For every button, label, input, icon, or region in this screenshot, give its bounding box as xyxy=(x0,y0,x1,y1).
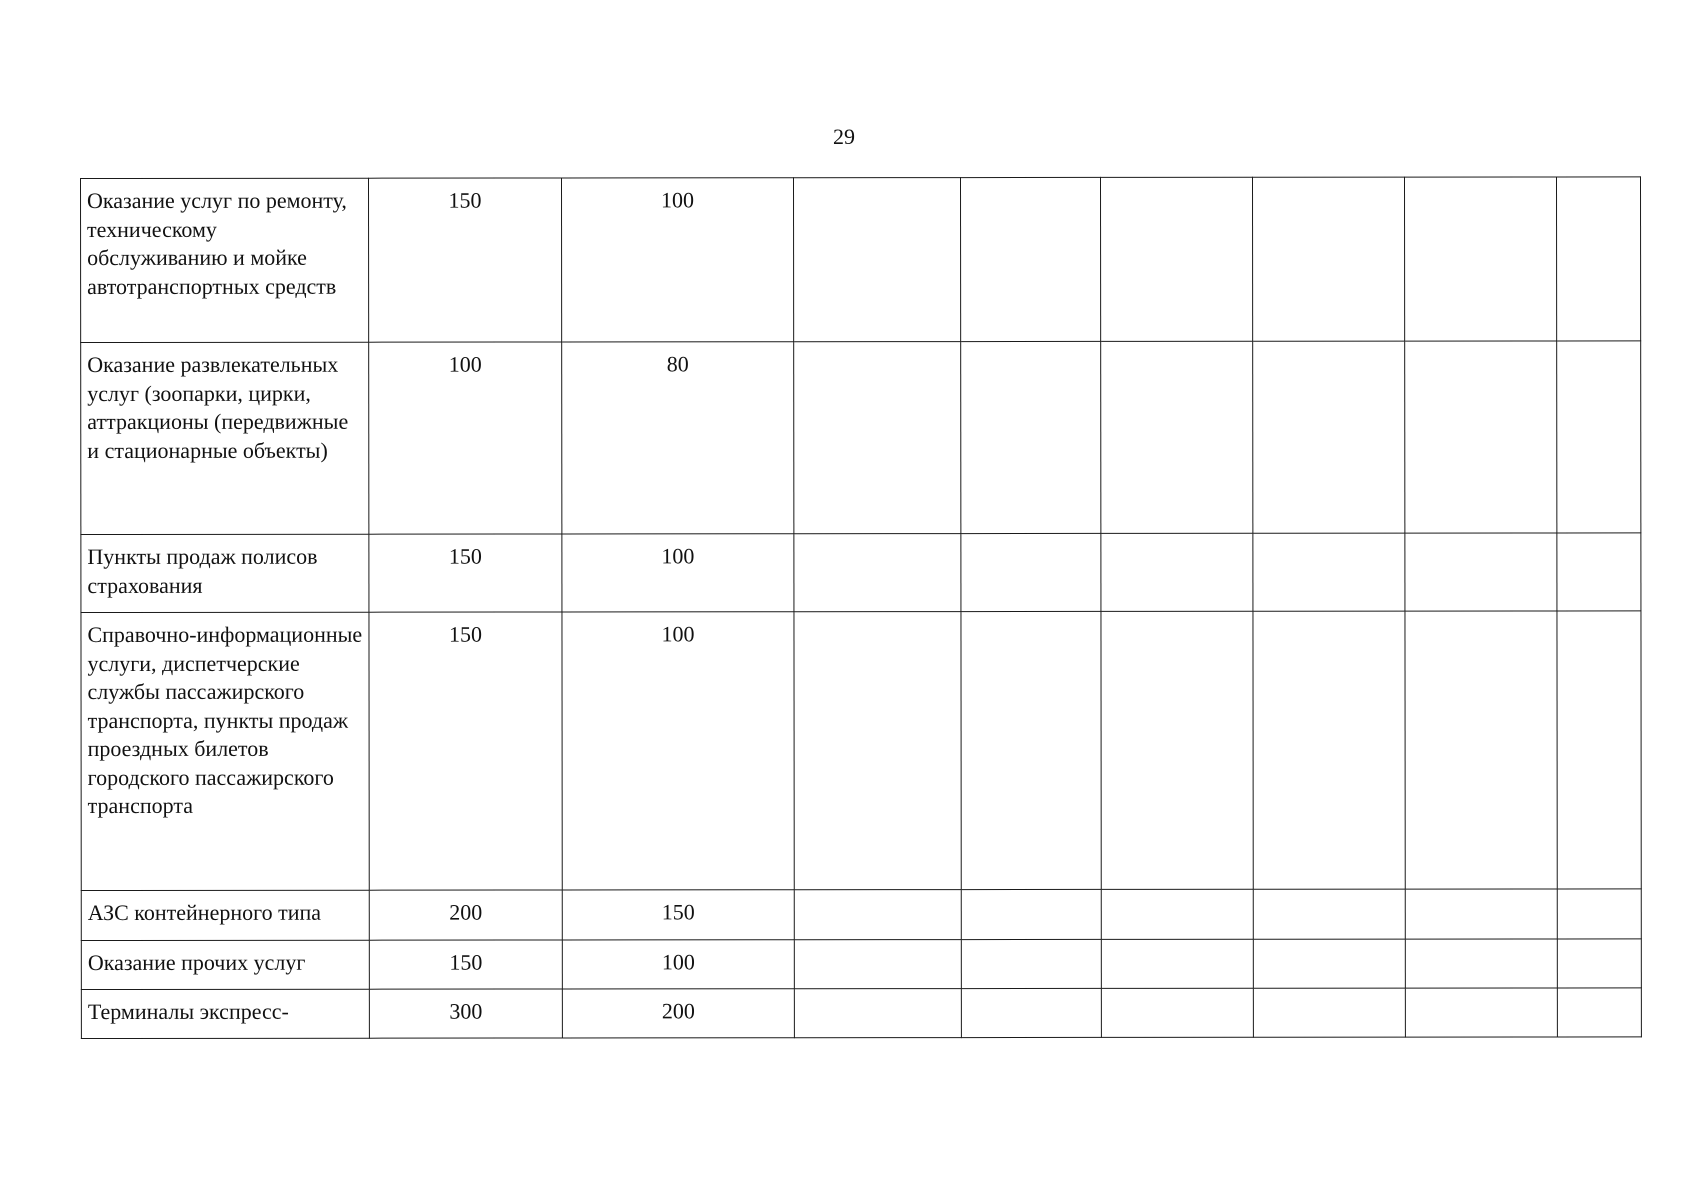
empty-cell xyxy=(1101,533,1253,611)
row-label: АЗС контейнерного типа xyxy=(81,890,369,940)
row-value-1: 150 xyxy=(369,940,562,989)
empty-cell xyxy=(961,341,1101,533)
row-value-2: 200 xyxy=(562,989,794,1038)
empty-cell xyxy=(1405,533,1557,611)
empty-cell xyxy=(1101,611,1253,889)
empty-cell xyxy=(1252,177,1404,341)
fee-table xyxy=(80,176,1642,1039)
row-value-2: 80 xyxy=(562,342,794,534)
row-value-1: 150 xyxy=(369,178,562,342)
table-row xyxy=(81,988,1641,1039)
row-value-1: 100 xyxy=(369,342,562,534)
row-value-2: 100 xyxy=(562,534,794,612)
row-label: Оказание прочих услуг xyxy=(81,940,369,989)
empty-cell xyxy=(961,988,1101,1037)
empty-cell xyxy=(1557,988,1641,1037)
empty-cell xyxy=(1253,341,1405,533)
row-value-1: 300 xyxy=(369,989,562,1038)
table-row xyxy=(81,177,1641,343)
row-label: Терминалы экспресс- xyxy=(81,989,369,1038)
empty-cell xyxy=(1405,611,1557,889)
empty-cell xyxy=(1253,988,1405,1037)
table-row xyxy=(81,341,1641,535)
empty-cell xyxy=(794,940,961,989)
empty-cell xyxy=(1405,939,1557,988)
empty-cell xyxy=(1101,889,1253,939)
empty-cell xyxy=(1405,341,1557,533)
page-number: 29 xyxy=(833,124,855,149)
empty-cell xyxy=(1557,889,1641,939)
row-value-1: 150 xyxy=(369,612,562,890)
row-label: Оказание услуг по ремонту, техническому обслуживанию и мойке автотранспортных средств xyxy=(81,178,369,342)
empty-cell xyxy=(794,612,961,890)
empty-cell xyxy=(794,534,961,612)
empty-cell xyxy=(1253,611,1405,889)
table-row xyxy=(81,533,1641,613)
empty-cell xyxy=(1405,988,1557,1037)
row-value-1: 150 xyxy=(369,534,562,612)
table-row xyxy=(81,611,1641,891)
empty-cell xyxy=(794,989,961,1038)
empty-cell xyxy=(1253,889,1405,939)
empty-cell xyxy=(1557,341,1641,533)
empty-cell xyxy=(961,177,1101,341)
empty-cell xyxy=(1253,939,1405,988)
empty-cell xyxy=(961,533,1101,611)
empty-cell xyxy=(1405,889,1557,939)
empty-cell xyxy=(1101,939,1253,988)
empty-cell xyxy=(961,939,1101,988)
row-value-2: 100 xyxy=(562,612,794,890)
table-row xyxy=(81,939,1641,990)
empty-cell xyxy=(1404,177,1556,341)
row-label: Справочно-информационные услуги, диспетчерские службы пассажирского транспорта, пункты продаж проездных билетов городского пассажирского транспорта xyxy=(81,612,369,890)
row-value-2: 100 xyxy=(562,178,794,342)
row-label: Оказание развлекательных услуг (зоопарки, цирки, аттракционы (передвижные и стационарные объекты) xyxy=(81,342,369,534)
empty-cell xyxy=(794,342,961,534)
table-row xyxy=(81,889,1641,941)
empty-cell xyxy=(1101,988,1253,1037)
row-value-2: 100 xyxy=(562,940,794,989)
empty-cell xyxy=(1101,341,1253,533)
empty-cell xyxy=(794,890,961,940)
empty-cell xyxy=(1101,177,1253,341)
empty-cell xyxy=(1557,533,1641,611)
empty-cell xyxy=(1557,611,1641,889)
row-value-1: 200 xyxy=(369,890,562,940)
empty-cell xyxy=(1253,533,1405,611)
empty-cell xyxy=(961,611,1101,889)
empty-cell xyxy=(1557,939,1641,988)
row-label: Пункты продаж полисов страхования xyxy=(81,534,369,612)
empty-cell xyxy=(794,178,961,342)
row-value-2: 150 xyxy=(562,890,794,940)
empty-cell xyxy=(1556,177,1640,341)
empty-cell xyxy=(961,889,1101,939)
